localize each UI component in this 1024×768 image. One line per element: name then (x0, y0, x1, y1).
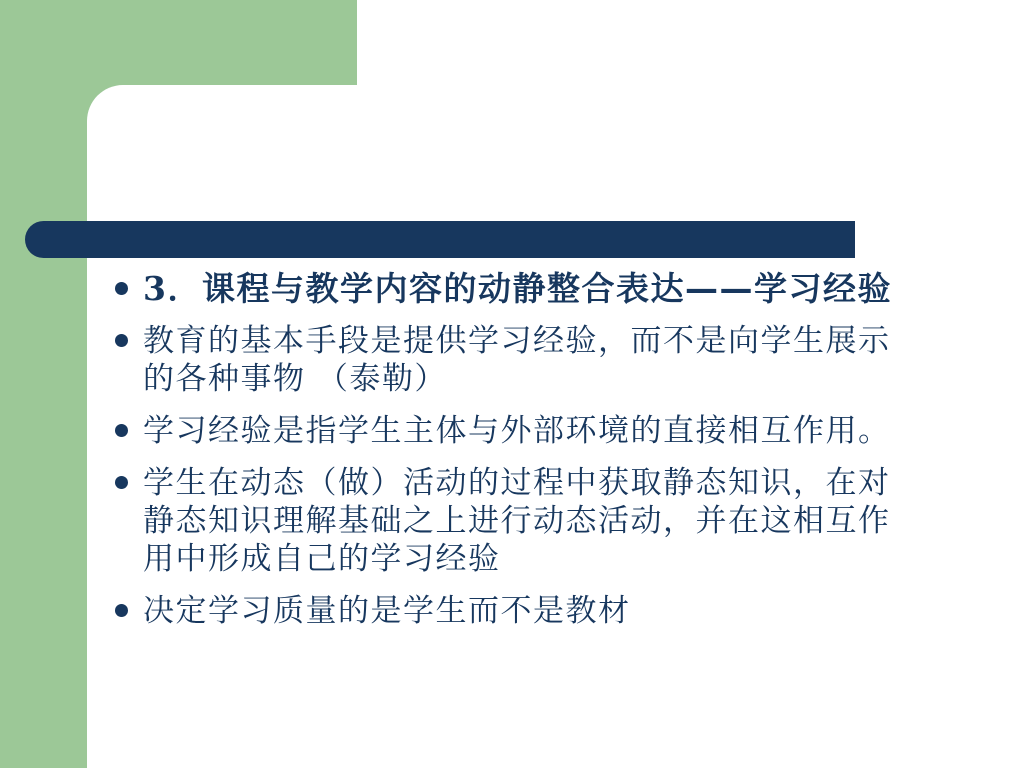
bullet-item (115, 412, 945, 450)
bullet-dot-icon (115, 282, 128, 295)
bullet-dot-icon (115, 604, 128, 617)
bullet-item (115, 592, 945, 630)
bullet-item (115, 464, 945, 578)
bullet-dot-icon (115, 476, 128, 489)
bullet-number-prefix: 3． (143, 269, 202, 308)
bullet-text: 教育的基本手段是提供学习经验，而不是向学生展示的各种事物 （泰勒） (143, 323, 891, 397)
title-accent-bar (25, 221, 855, 258)
bullet-dot-icon (115, 334, 128, 347)
bullet-text (143, 270, 892, 308)
bullet-text: 决定学习质量的是学生而不是教材 (143, 593, 631, 629)
bullet-item (115, 322, 945, 398)
bullet-list (115, 270, 945, 644)
bullet-text: 学习经验是指学生主体与外部环境的直接相互作用。 (143, 413, 891, 449)
bullet-text-body: 课程与教学内容的动静整合表达——学习经验 (201, 269, 892, 308)
bullet-text: 学生在动态（做）活动的过程中获取静态知识，在对静态知识理解基础之上进行动态活动，并在这相互作用中形成自己的学习经验 (143, 465, 891, 577)
bullet-dot-icon (115, 424, 128, 437)
bullet-item-title (115, 270, 945, 308)
